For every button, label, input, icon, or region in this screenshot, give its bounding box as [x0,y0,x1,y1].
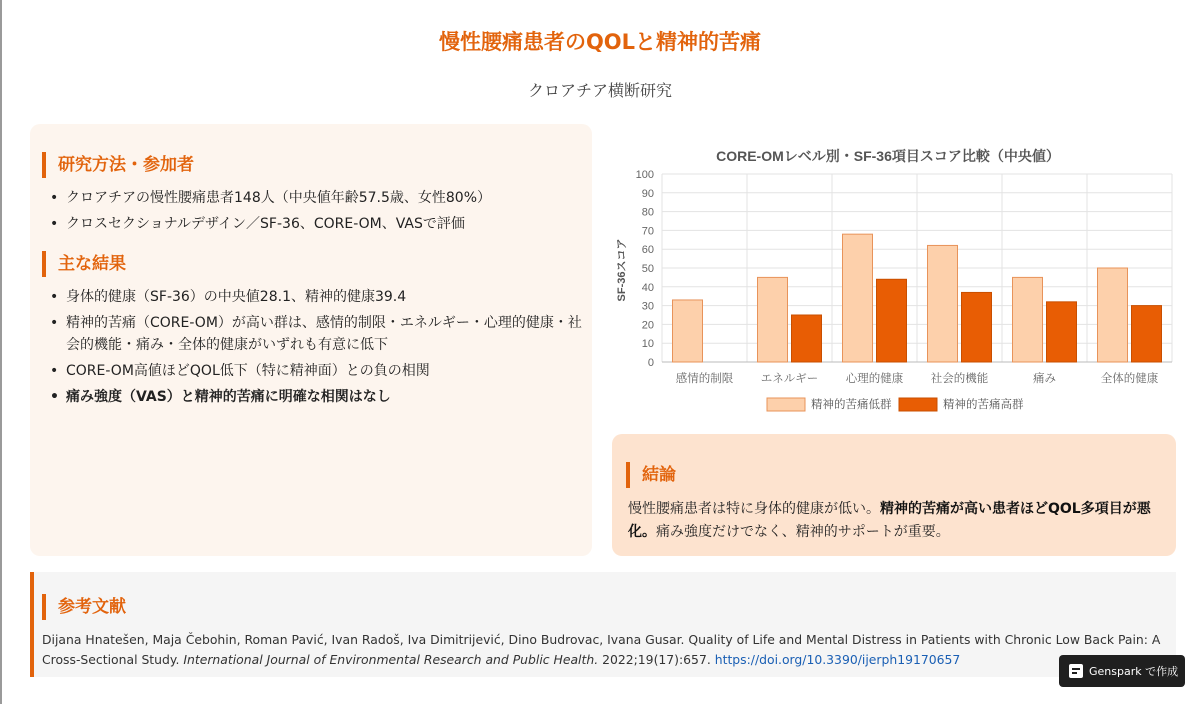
y-tick-label: 0 [647,357,654,369]
y-tick-label: 70 [641,225,654,238]
conclusion-heading: 結論 [626,462,676,488]
reference-volume: 2022;19(17):657. [602,652,711,667]
bar-chart [612,140,1180,420]
y-tick-label: 50 [641,263,654,275]
methods-list [48,187,582,239]
page-subtitle: クロアチア横断研究 [527,81,672,100]
methods-heading: 研究方法・参加者 [42,152,194,178]
y-tick-label: 20 [641,319,654,332]
chart-title: CORE-OMレベル別・SF-36項目スコア比較（中央値） [716,148,1060,164]
y-tick-label: 80 [641,206,654,219]
y-tick-label: 100 [635,169,654,181]
conclusion-text [628,498,1163,544]
doi-link[interactable]: https://doi.org/10.3390/ijerph19170657 [714,652,961,667]
methods-item: • クロアチアの慢性腰痛患者148人（中央値年齢57.5歳、女性80%） [48,187,582,209]
bar-low-distress [1013,277,1043,362]
bar-high-distress [1047,302,1077,362]
x-tick-label: 全体的健康 [1100,373,1159,385]
bar-chart-svg [612,140,1180,420]
y-tick-label: 40 [641,281,654,294]
bar-low-distress [673,300,703,362]
references-heading: 参考文献 [42,594,126,620]
results-item: • 精神的苦痛（CORE-OM）が高い群は、感情的制限・エネルギー・心理的健康・社会的機能・痛み・全体的健康がいずれも有意に低下 [48,312,582,356]
x-tick-label: 心理的健康 [845,373,904,385]
page-title: 慢性腰痛患者のQOLと精神的苦痛 [438,30,762,54]
y-axis-label: SF-36スコア [616,238,628,302]
conclusion-panel [612,434,1176,556]
reference-journal: International Journal of Environmental Research and Public Health. [183,652,599,667]
y-tick-label: 10 [641,338,654,351]
bar-low-distress [843,234,873,362]
genspark-logo-icon [1069,664,1083,678]
bar-low-distress [1098,268,1128,362]
conclusion-text-part: 慢性腰痛患者は特に身体的健康が低い。 [628,501,880,517]
badge-label: Genspark で作成 [1089,665,1179,678]
x-tick-label: 痛み [1033,373,1056,385]
bar-low-distress [758,277,788,362]
y-tick-label: 30 [641,300,654,313]
chart-legend [767,397,1024,411]
x-axis-ticks [676,371,1159,385]
bar-high-distress [962,292,992,362]
legend-swatch-low [767,398,805,411]
references-panel [30,572,1179,678]
results-list [48,286,582,412]
legend-label: 精神的苦痛低群 [811,399,892,411]
methods-item: • クロスセクショナルデザイン／SF-36、CORE-OM、VASで評価 [48,213,582,235]
results-item: • CORE-OM高値ほどQOL低下（特に精神面）との負の相関 [48,360,582,382]
reference-authors: Dijana Hnatešen, Maja Čebohin, Roman Pavić, Ivan Radoš, Iva Dimitrijević, Dino Budrovac, Ivana Gusar. Quality of Life and Mental Distress in Patients with Chronic Low Back Pain: A Cross-Sectional Study. [42,632,1161,667]
window-left-border [0,0,2,704]
results-item: • 身体的健康（SF-36）の中央値28.1、精神的健康39.4 [48,286,582,308]
findings-panel [30,124,592,556]
conclusion-text-part: 痛み強度だけでなく、精神的サポートが重要。 [656,524,950,540]
bar-high-distress [877,279,907,362]
y-tick-label: 60 [641,244,654,257]
reference-citation [42,630,1167,670]
x-tick-label: 感情的制限 [675,373,734,385]
results-heading: 主な結果 [42,251,126,277]
results-item: • 痛み強度（VAS）と精神的苦痛に明確な相関はなし [48,386,582,408]
bar-high-distress [792,315,822,362]
y-tick-label: 90 [641,187,654,200]
bar-high-distress [1132,306,1162,362]
legend-label: 精神的苦痛高群 [943,399,1024,411]
legend-swatch-high [899,398,937,411]
genspark-badge[interactable] [1059,655,1185,687]
bar-low-distress [928,245,958,362]
conclusion-emphasis: 精神的苦痛が高い患者ほどQOL多項目が悪化。 [628,501,1151,540]
x-tick-label: 社会的機能 [930,373,989,385]
x-tick-label: エネルギー [760,373,819,385]
